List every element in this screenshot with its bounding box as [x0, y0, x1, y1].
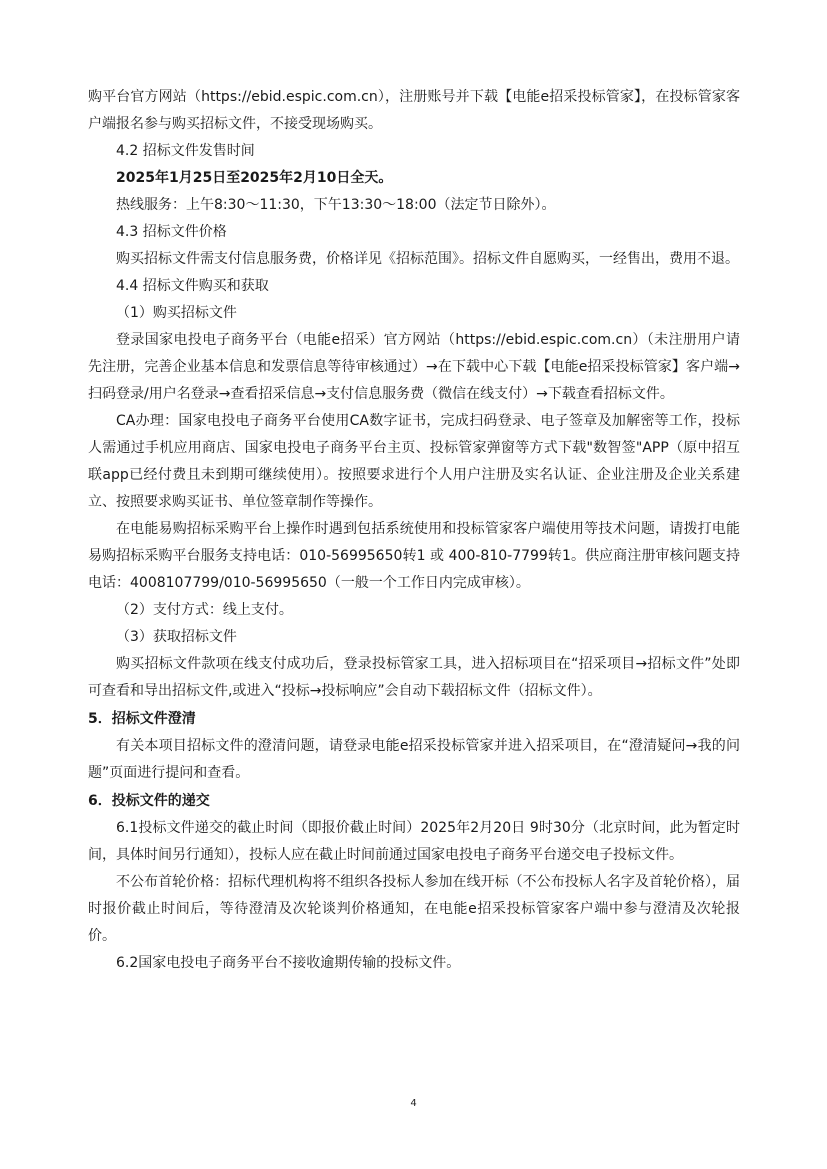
ca-certificate-text: CA办理：国家电投电子商务平台使用CA数字证书，完成扫码登录、电子签章及加解密等工作，投标人需通过手机应用商店、国家电投电子商务平台主页、投标管家弹窗等方式下载"数智签"APP（原中招互联app已经付费且未到期可继续使用）。按照要求进行个人用户注册及实名认证、企业注册及企业关系建立、按照要求购买证书、单位签章制作等操作。: [88, 413, 740, 510]
purchase-docs-steps: 登录国家电投电子商务平台（电能e招采）官方网站（https://ebid.espic.com.cn）（未注册用户请先注册，完善企业基本信息和发票信息等待审核通过）→在下载中心下载【电能e招采投标管家】客户端→扫码登录/用户名登录→查看招采信息→支付信息服务费（微信在线支付）→下载查看招标文件。: [88, 332, 740, 402]
section-4-2-title: 4.2 招标文件发售时间: [116, 143, 255, 159]
purchase-docs-subtitle: （1）购买招标文件: [116, 305, 237, 321]
page-number: 4: [410, 1098, 417, 1109]
late-submission-text: 6.2国家电投电子商务平台不接收逾期传输的投标文件。: [116, 955, 461, 971]
no-first-round-price-text: 不公布首轮价格：招标代理机构将不组织各投标人参加在线开标（不公布投标人名字及首轮价格），届时报价截止时间后，等待澄清及次轮谈判价格通知，在电能e招采投标管家客户端中参与澄清及次轮报价。: [88, 874, 740, 944]
payment-method: （2）支付方式：线上支付。: [116, 602, 293, 618]
section-5-title: 5．招标文件澄清: [88, 711, 196, 727]
document-body: [88, 84, 740, 977]
section-4-3-title: 4.3 招标文件价格: [116, 224, 227, 240]
document-price-text: 购买招标文件需支付信息服务费，价格详见《招标范围》。招标文件自愿购买，一经售出，费用不退。: [116, 251, 739, 267]
hotline-service: 热线服务：上午8:30～11:30，下午13:30～18:00（法定节日除外）。: [116, 197, 556, 213]
submission-deadline-text: 6.1投标文件递交的截止时间（即报价截止时间）2025年2月20日 9时30分（北京时间，此为暂定时间，具体时间另行通知），投标人应在截止时间前通过国家电投电子商务平台递交电子投标文件。: [88, 820, 740, 863]
sale-dates: 2025年1月25日至2025年2月10日全天。: [116, 170, 393, 186]
section-4-4-title: 4.4 招标文件购买和获取: [116, 278, 269, 294]
obtain-docs-subtitle: （3）获取招标文件: [116, 629, 237, 645]
clarification-text: 有关本项目招标文件的澄清问题，请登录电能e招采投标管家并进入招采项目，在“澄清疑问→我的问题”页面进行提问和查看。: [88, 738, 740, 781]
obtain-docs-text: 购买招标文件款项在线支付成功后，登录投标管家工具，进入招标项目在“招采项目→招标文件”处即可查看和导出招标文件,或进入“投标→投标响应”会自动下载招标文件（招标文件）。: [88, 656, 740, 699]
paragraph-purchase-platform: 购平台官方网站（https://ebid.espic.com.cn），注册账号并下载【电能e招采投标管家】，在投标管家客户端报名参与购买招标文件，不接受现场购买。: [88, 89, 740, 132]
section-6-title: 6．投标文件的递交: [88, 793, 210, 809]
tech-support-text: 在电能易购招标采购平台上操作时遇到包括系统使用和投标管家客户端使用等技术问题，请拨打电能易购招标采购平台服务支持电话：010-56995650转1 或 400-810-7799转1。供应商注册审核问题支持电话：4008107799/010-56995650（一般一个工作日内完成审核）。: [88, 521, 740, 591]
